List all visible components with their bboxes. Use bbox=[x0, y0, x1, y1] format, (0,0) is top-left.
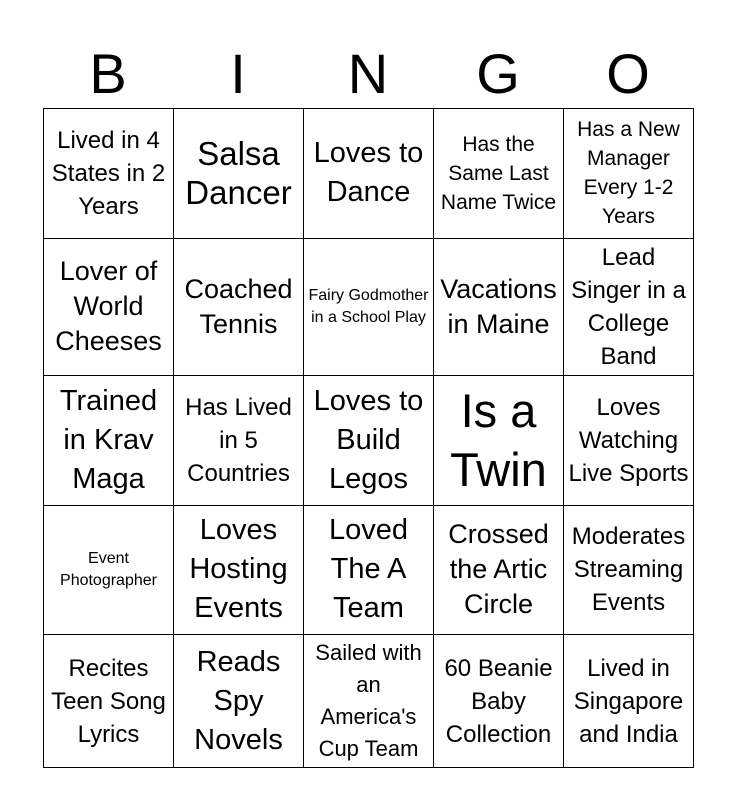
board-row bbox=[44, 375, 694, 505]
bingo-cell[interactable]: Has the Same Last Name Twice bbox=[434, 109, 564, 239]
bingo-cell[interactable]: Has a New Manager Every 1-2 Years bbox=[564, 109, 694, 239]
bingo-cell[interactable]: Crossed the Artic Circle bbox=[434, 505, 564, 635]
bingo-cell[interactable]: Reads Spy Novels bbox=[174, 635, 304, 768]
bingo-cell[interactable]: Is a Twin bbox=[434, 375, 564, 505]
bingo-board bbox=[43, 108, 694, 768]
bingo-cell[interactable]: Coached Tennis bbox=[174, 238, 304, 375]
bingo-cell[interactable]: Fairy Godmother in a School Play bbox=[304, 238, 434, 375]
bingo-cell[interactable]: Event Photographer bbox=[44, 505, 174, 635]
bingo-cell[interactable]: Lived in 4 States in 2 Years bbox=[44, 109, 174, 239]
bingo-header bbox=[43, 40, 693, 108]
board-row bbox=[44, 238, 694, 375]
header-letter-g: G bbox=[476, 42, 520, 105]
header-letter-i: I bbox=[230, 42, 246, 105]
board-row bbox=[44, 505, 694, 635]
bingo-cell[interactable]: Recites Teen Song Lyrics bbox=[44, 635, 174, 768]
bingo-cell[interactable]: Loves Watching Live Sports bbox=[564, 375, 694, 505]
header-letter-n: N bbox=[347, 42, 389, 105]
bingo-cell[interactable]: Trained in Krav Maga bbox=[44, 375, 174, 505]
bingo-cell[interactable]: Sailed with an America's Cup Team bbox=[304, 635, 434, 768]
bingo-cell[interactable]: Moderates Streaming Events bbox=[564, 505, 694, 635]
bingo-cell[interactable]: Lived in Singapore and India bbox=[564, 635, 694, 768]
header-letter-b: B bbox=[89, 42, 127, 105]
bingo-cell[interactable]: Loved The A Team bbox=[304, 505, 434, 635]
board-row bbox=[44, 635, 694, 768]
bingo-cell[interactable]: Loves Hosting Events bbox=[174, 505, 304, 635]
bingo-cell[interactable]: Has Lived in 5 Countries bbox=[174, 375, 304, 505]
bingo-cell[interactable]: Salsa Dancer bbox=[174, 109, 304, 239]
bingo-cell[interactable]: Vacations in Maine bbox=[434, 238, 564, 375]
bingo-cell[interactable]: Loves to Build Legos bbox=[304, 375, 434, 505]
board-row bbox=[44, 109, 694, 239]
bingo-cell[interactable]: Lover of World Cheeses bbox=[44, 238, 174, 375]
header-letter-o: O bbox=[606, 42, 650, 105]
bingo-cell[interactable]: Lead Singer in a College Band bbox=[564, 238, 694, 375]
bingo-cell[interactable]: Loves to Dance bbox=[304, 109, 434, 239]
bingo-cell[interactable]: 60 Beanie Baby Collection bbox=[434, 635, 564, 768]
